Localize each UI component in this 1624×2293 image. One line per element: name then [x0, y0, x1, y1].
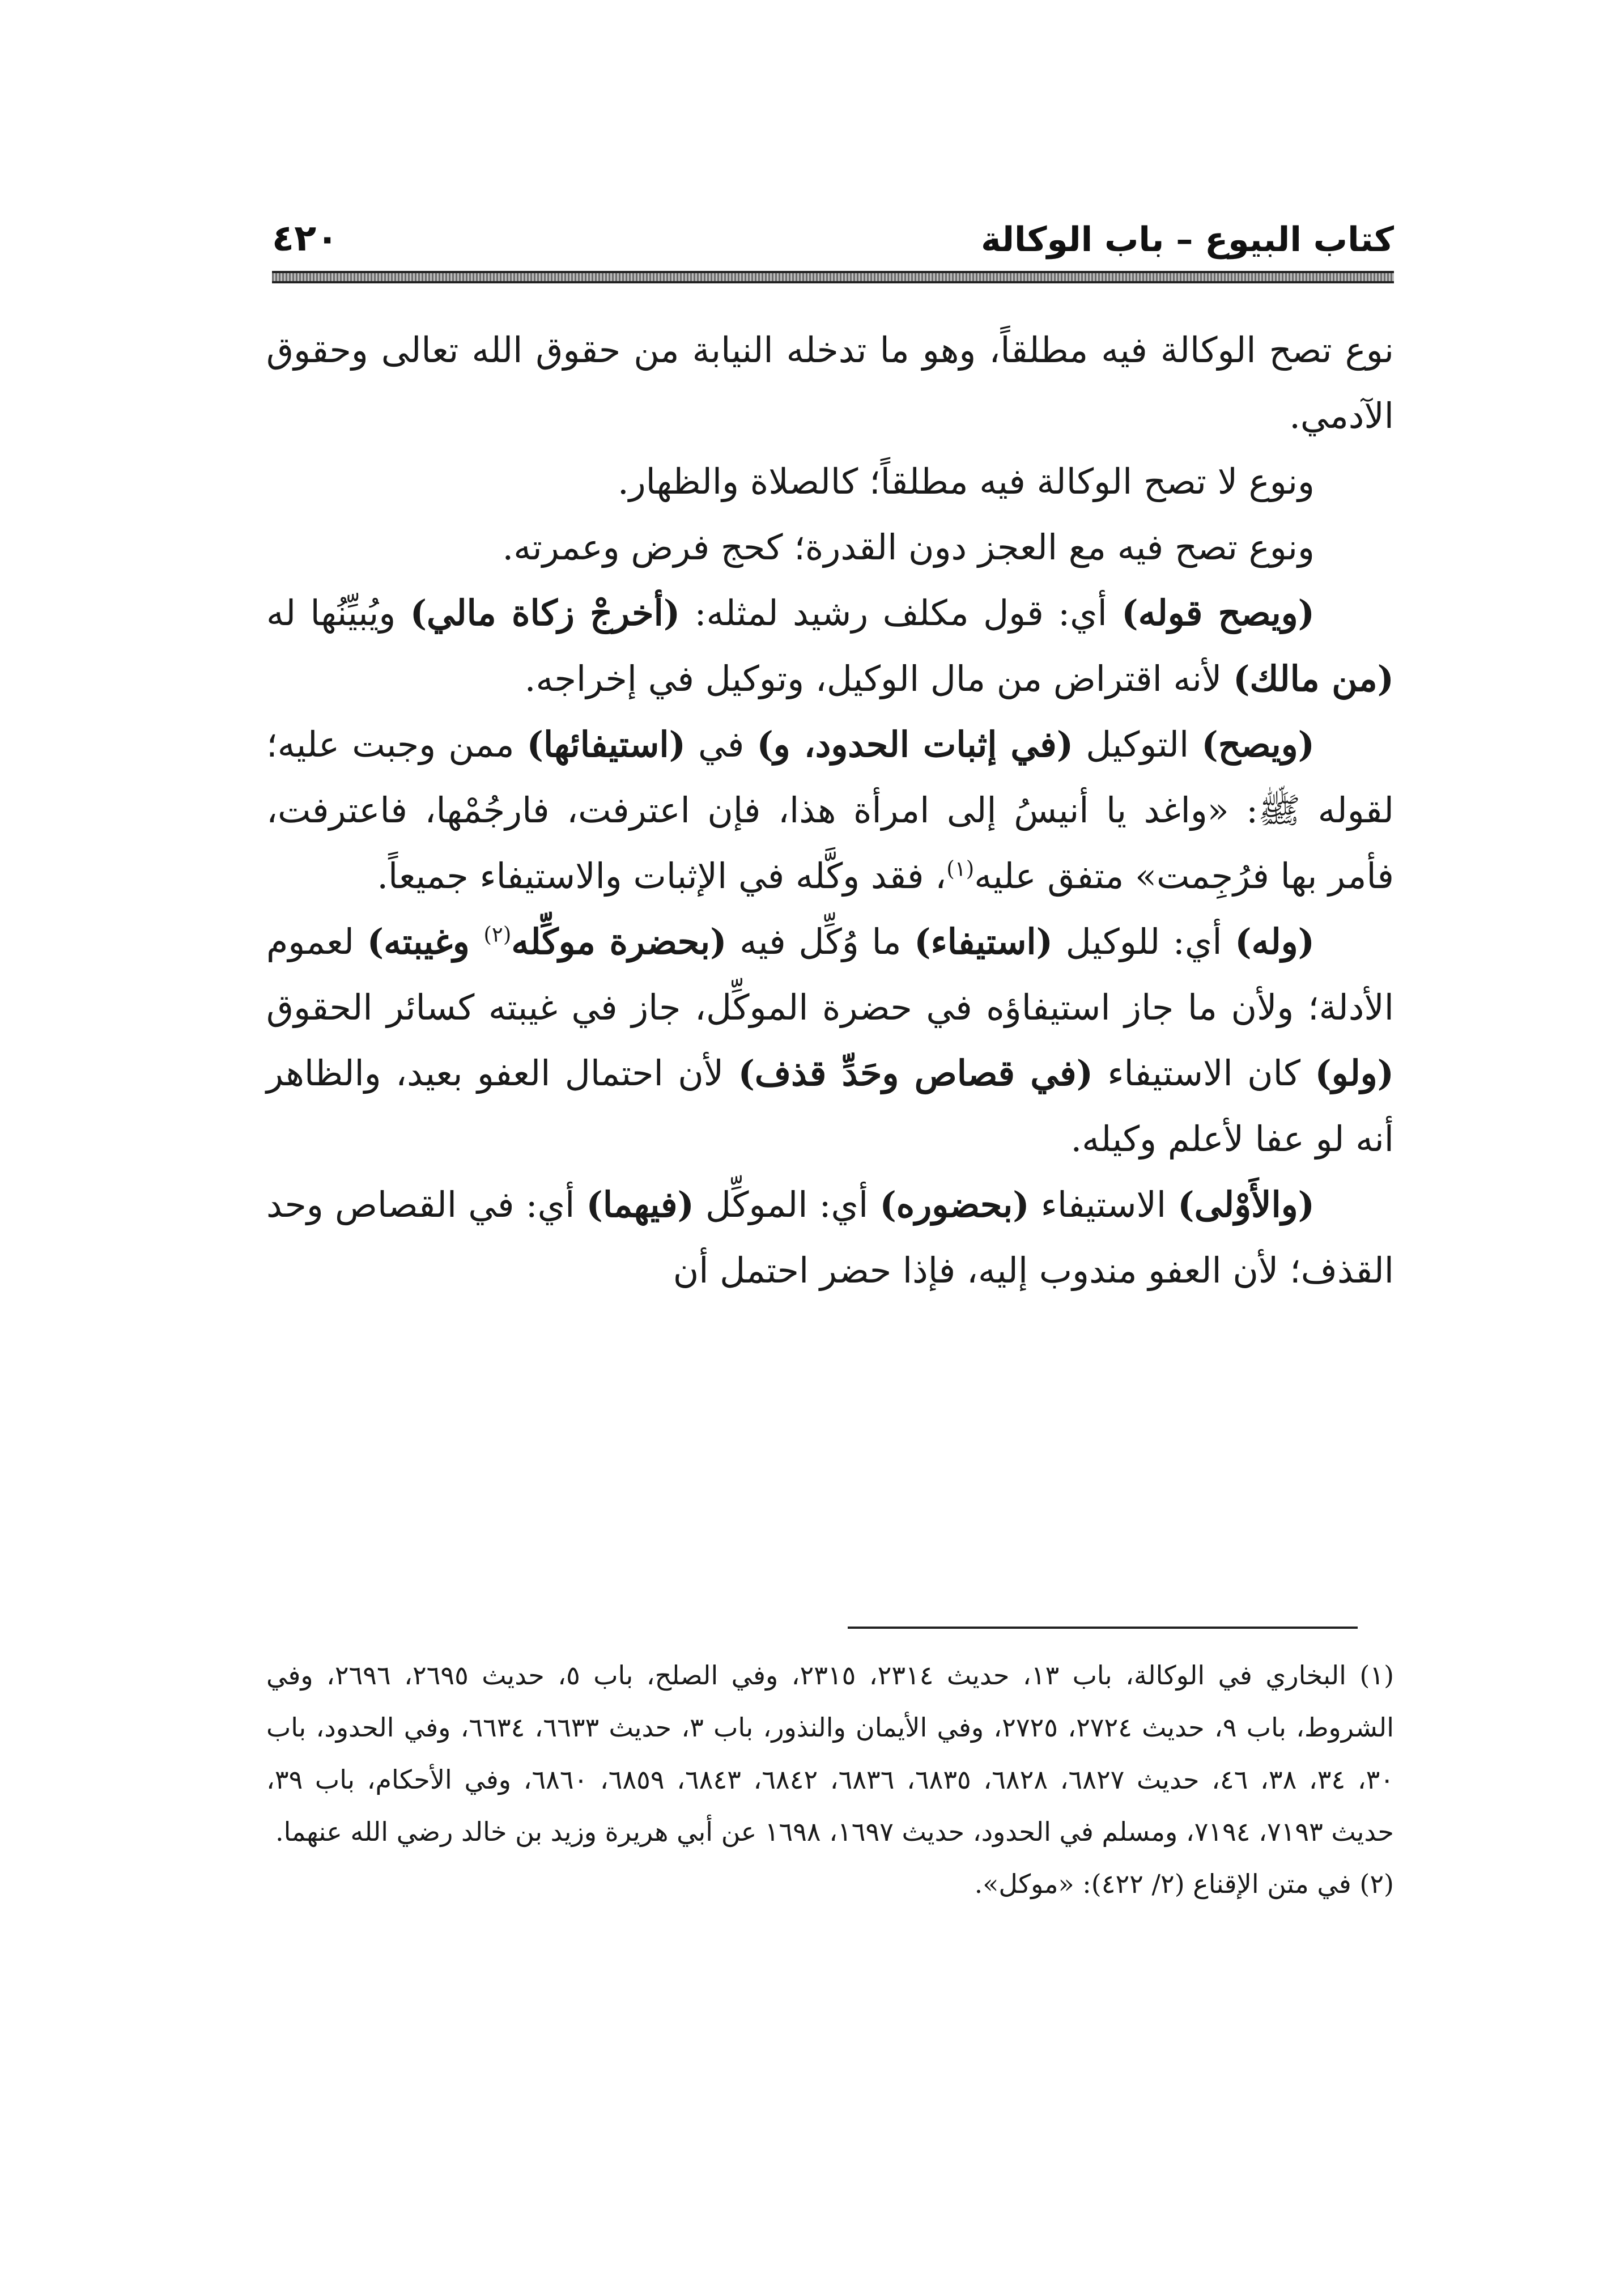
paragraph-5 [266, 712, 1394, 909]
sharh-text: ممن وجبت عليه؛ لقوله ﷺ: «واغد يا أنيسُ إلى امرأة هذا، فإن اعترفت، فارجُمْها، فاعترفت، فأمر بها فرُجِمت» متفق عليه [266, 724, 1394, 897]
matn-phrase: (أخرجْ زكاة مالي) [410, 592, 681, 634]
sharh-text: كان الاستيفاء [1092, 1052, 1315, 1094]
matn-phrase: (ولو) [1315, 1052, 1394, 1094]
footnotes [266, 1649, 1394, 1910]
footnote-separator [848, 1627, 1358, 1629]
sharh-text: لأنه اقتراض من مال الوكيل، وتوكيل في إخراجه. [524, 658, 1234, 699]
paragraph-3 [266, 515, 1394, 580]
footnote-2 [266, 1858, 1394, 1910]
footnote-2-marker: (٢) [1359, 1869, 1394, 1899]
sharh-text: أي: الموكِّل [694, 1184, 880, 1225]
sharh-text: أي: للوكيل [1052, 921, 1235, 962]
matn-phrase: (استيفائها) [526, 724, 686, 765]
sharh-text: ما وُكِّل فيه [726, 921, 915, 962]
sharh-text: التوكيل [1073, 724, 1202, 765]
footnote-ref-1[interactable]: (١) [946, 856, 975, 881]
footnote-1 [266, 1649, 1394, 1858]
header-title: كتاب البيوع – باب الوكالة [981, 220, 1394, 260]
page-number: ٤٢٠ [272, 218, 339, 260]
matn-phrase: (والأَوْلى) [1177, 1184, 1315, 1225]
paragraph-2 [266, 449, 1394, 515]
paragraph-3-text: ونوع تصح فيه مع العجز دون القدرة؛ كحج فرض وعمرته. [502, 526, 1315, 568]
footnote-2-text: في متن الإقناع (٢/ ٤٢٢): «موكل». [974, 1869, 1351, 1899]
paragraph-6 [266, 909, 1394, 1172]
sharh-text: ويُبيِّنُها له [266, 592, 410, 634]
matn-phrase: (ويصح قوله) [1121, 592, 1315, 634]
sharh-text: أي: قول مكلف رشيد لمثله: [680, 592, 1122, 634]
sharh-text: ، فقد وكَّله في الإثبات والاستيفاء جميعاً. [377, 855, 947, 897]
matn-phrase: (وله) [1235, 921, 1315, 962]
paragraph-1-text: نوع تصح الوكالة فيه مطلقاً، وهو ما تدخله النيابة من حقوق الله تعالى وحقوق الآدمي. [266, 329, 1394, 436]
main-text [266, 317, 1394, 1303]
sharh-text: أي: في القصاص وحد القذف؛ لأن العفو مندوب إليه، فإذا حضر احتمل أن [266, 1184, 1394, 1291]
header-rule [272, 271, 1394, 283]
sharh-text: في [685, 724, 757, 765]
matn-phrase: وغيبته) [367, 921, 484, 962]
sharh-text: لأن احتمال العفو بعيد، والظاهر أنه لو عفا لأعلم وكيله. [266, 1052, 1394, 1160]
matn-phrase: (ويصح) [1201, 724, 1315, 765]
matn-phrase: (في إثبات الحدود، و) [756, 724, 1074, 765]
footnote-1-text: البخاري في الوكالة، باب ١٣، حديث ٢٣١٤، ٢٣١٥، وفي الصلح، باب ٥، حديث ٢٦٩٥، ٢٦٩٦، وفي الشروط، باب ٩، حديث ٢٧٢٤، ٢٧٢٥، وفي الأيمان والنذور، باب ٣، حديث ٦٦٣٣، ٦٦٣٤، وفي الحدود، باب ٣٠، ٣٤، ٣٨، ٤٦، حديث ٦٨٢٧، ٦٨٢٨، ٦٨٣٥، ٦٨٣٦، ٦٨٤٢، ٦٨٤٣، ٦٨٥٩، ٦٨٦٠، وفي الأحكام، باب ٣٩، حديث ٧١٩٣، ٧١٩٤، ومسلم في الحدود، حديث ١٦٩٧، ١٦٩٨ عن أبي هريرة وزيد بن خالد رضي الله عنهما. [266, 1660, 1395, 1847]
footnote-1-marker: (١) [1359, 1660, 1395, 1691]
matn-phrase: (من مالك) [1233, 658, 1394, 699]
sharh-text: لعموم الأدلة؛ ولأن ما جاز استيفاؤه في حضرة الموكِّل، جاز في غيبته كسائر الحقوق [266, 921, 1394, 1028]
paragraph-2-text: ونوع لا تصح الوكالة فيه مطلقاً؛ كالصلاة والظهار. [618, 461, 1315, 502]
paragraph-7 [266, 1172, 1394, 1303]
footnote-ref-2[interactable]: (٢) [483, 922, 512, 947]
matn-phrase: (بحضرة موكِّله [511, 921, 727, 962]
matn-phrase: (بحضوره) [879, 1184, 1030, 1225]
paragraph-1 [266, 317, 1394, 449]
sharh-text: الاستيفاء [1029, 1184, 1178, 1225]
matn-phrase: (فيهما) [586, 1184, 694, 1225]
paragraph-4 [266, 580, 1394, 712]
matn-phrase: (في قصاص وحَدِّ قذف) [738, 1052, 1093, 1094]
matn-phrase: (استيفاء) [914, 921, 1053, 962]
running-header [272, 204, 1394, 266]
